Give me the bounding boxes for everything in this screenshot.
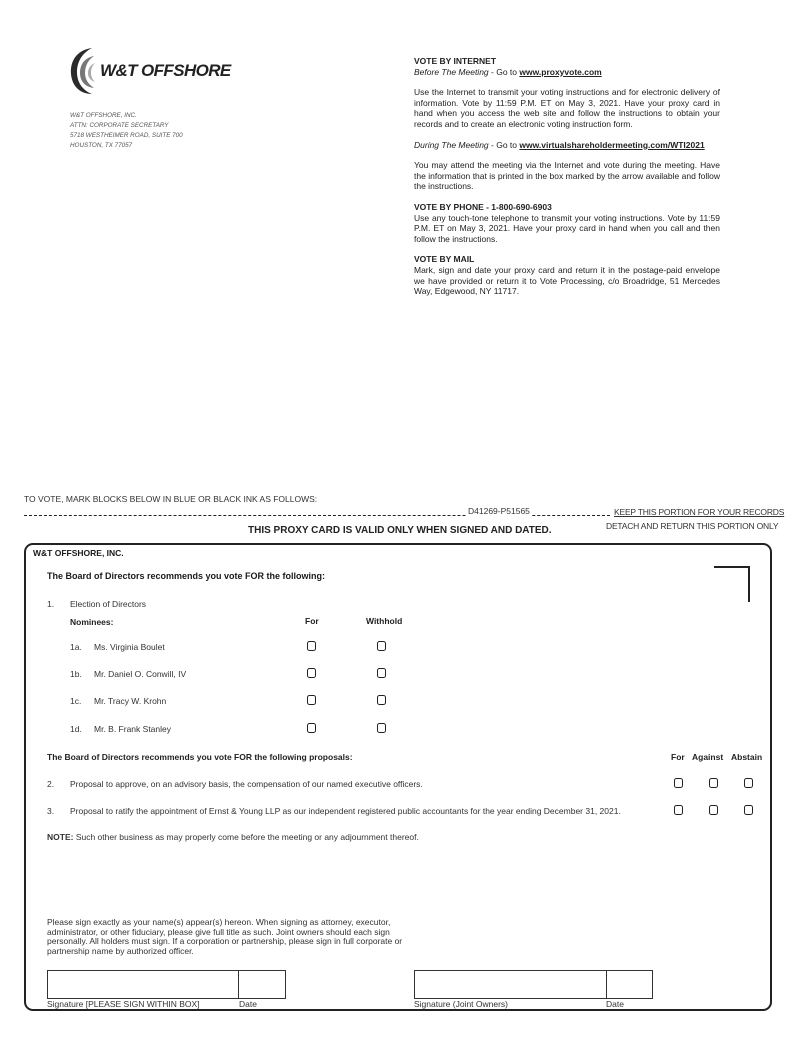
before-meeting-label: Before The Meeting [414,66,489,77]
address-line: 5718 WESTHEIMER ROAD, SUITE 700 [70,132,183,139]
return-address [70,111,183,151]
nominee-number: 1c. [70,696,82,706]
proposal-number: 2. [47,779,55,789]
proposal-for-header: For [671,752,685,762]
proposal-abstain-header: Abstain [731,752,763,762]
nominee-number: 1d. [70,724,82,734]
for-header: For [305,616,319,626]
corner-mark [714,566,750,602]
signature-box[interactable] [47,970,239,999]
withhold-header: Withhold [366,616,403,626]
nominee-name: Mr. Daniel O. Conwill, IV [94,669,187,679]
goto-text: - Go to [488,66,520,77]
nominee-name: Mr. Tracy W. Krohn [94,696,167,706]
recommendation-directors [47,571,325,581]
note-label: NOTE: [47,832,74,842]
nominee-1c-for-checkbox[interactable] [307,695,316,705]
proposal-against-header: Against [692,752,724,762]
during-meeting-label: During The Meeting [414,139,489,150]
date-label: Date [239,999,257,1009]
nominee-1a-for-checkbox[interactable] [307,641,316,651]
before-meeting-line [414,67,720,78]
mail-heading: VOTE BY MAIL [414,254,475,265]
nominee-name: Ms. Virginia Boulet [94,642,165,652]
nominee-number: 1a. [70,642,82,652]
proposal-3-for-checkbox[interactable] [674,805,683,815]
validity-notice: THIS PROXY CARD IS VALID ONLY WHEN SIGNED AND DATED. [248,525,552,536]
nominee-1d-for-checkbox[interactable] [307,723,316,733]
phone-heading: VOTE BY PHONE - 1-800-690-6903 [414,201,552,212]
mail-text: Mark, sign and date your proxy card and return it in the postage-paid envelope we have provided or return it to Vote Processing, c/o Broadridge, 51 Mercedes Way, Edgewood, NY 11717. [414,264,720,297]
logo-swirl-icon [68,44,98,98]
nominee-1a-withhold-checkbox[interactable] [377,641,386,651]
signing-instructions: Please sign exactly as your name(s) appear(s) hereon. When signing as attorney, executor, administrator, or other fiduciary, please give full title as such. Joint owners should each sign personally. All holders must sign. If a corporation or partnership, please sign in full corporate or partnership name by authorized officer. [47,917,403,956]
election-label: Election of Directors [70,599,147,609]
joint-signature-label: Signature (Joint Owners) [414,999,509,1009]
item-number: 1. [47,599,55,609]
proposal-text: Proposal to ratify the appointment of Ernst & Young LLP as our independent registered public accountants for the year ending December 31, 2021. [70,806,621,816]
recommendation-text: The Board of Directors recommends you vote FOR the following: [47,571,326,581]
joint-date-label: Date [606,999,624,1009]
phone-text: Use any touch-tone telephone to transmit your voting instructions. Vote by 11:59 P.M. ET on May 3, 2021. Have your proxy card in hand when you call and then follow the instructions. [414,212,720,244]
note [47,832,419,842]
address-line: ATTN: CORPORATE SECRETARY [70,122,169,129]
logo-wordmark: W&T OFFSHORE [100,61,231,80]
proposal-3-abstain-checkbox[interactable] [744,805,753,815]
proposal-2-abstain-checkbox[interactable] [744,778,753,788]
internet-heading: VOTE BY INTERNET [414,56,497,66]
proposal-2-against-checkbox[interactable] [709,778,718,788]
nominee-1c-withhold-checkbox[interactable] [377,695,386,705]
proposal-number: 3. [47,806,55,816]
nominees-header: Nominees: [70,617,114,627]
signature-label: Signature [PLEASE SIGN WITHIN BOX] [47,999,200,1009]
address-line: HOUSTON, TX 77057 [70,142,133,149]
virtual-meeting-link[interactable]: www.virtualshareholdermeeting.com/WTI2021 [519,139,705,150]
joint-date-box[interactable] [606,970,653,999]
note-text: Such other business as may properly come before the meeting or any adjournment thereof. [73,832,419,842]
nominee-number: 1b. [70,669,82,679]
mark-instructions: TO VOTE, MARK BLOCKS BELOW IN BLUE OR BLACK INK AS FOLLOWS: [24,494,318,504]
nominee-1d-withhold-checkbox[interactable] [377,723,386,733]
document-id: D41269-P51565 [468,506,530,516]
signature-date-box[interactable] [238,970,286,999]
proposal-2-for-checkbox[interactable] [674,778,683,788]
nominee-1b-withhold-checkbox[interactable] [377,668,386,678]
company-logo [68,44,248,98]
voting-instructions [414,56,720,297]
internet-text: Use the Internet to transmit your voting instructions and for electronic delivery of information. Vote by 11:59 P.M. ET on May 3, 2021. Have your proxy card in hand when you access the web site and follow the instructions to obtain your records and to create an electronic voting instruction form. [414,87,720,129]
proposal-3-against-checkbox[interactable] [709,805,718,815]
keep-portion-label: KEEP THIS PORTION FOR YOUR RECORDS [614,507,785,517]
during-meeting-line [414,140,720,151]
during-meeting-text: You may attend the meeting via the Internet and vote during the meeting. Have the information that is printed in the box marked by the arrow available and follow the instructions. [414,160,720,192]
nominee-name: Mr. B. Frank Stanley [94,724,171,734]
goto-text: - Go to [488,139,520,150]
proxyvote-link[interactable]: www.proxyvote.com [519,66,602,77]
recommendation-proposals: The Board of Directors recommends you vote FOR the following proposals: [47,752,353,762]
detach-portion-label: DETACH AND RETURN THIS PORTION ONLY [606,521,779,531]
card-company-name: W&T OFFSHORE, INC. [33,548,124,558]
proposal-text: Proposal to approve, on an advisory basis, the compensation of our named executive officers. [70,779,423,789]
joint-signature-box[interactable] [414,970,607,999]
nominee-1b-for-checkbox[interactable] [307,668,316,678]
address-line: W&T OFFSHORE, INC. [70,112,137,119]
